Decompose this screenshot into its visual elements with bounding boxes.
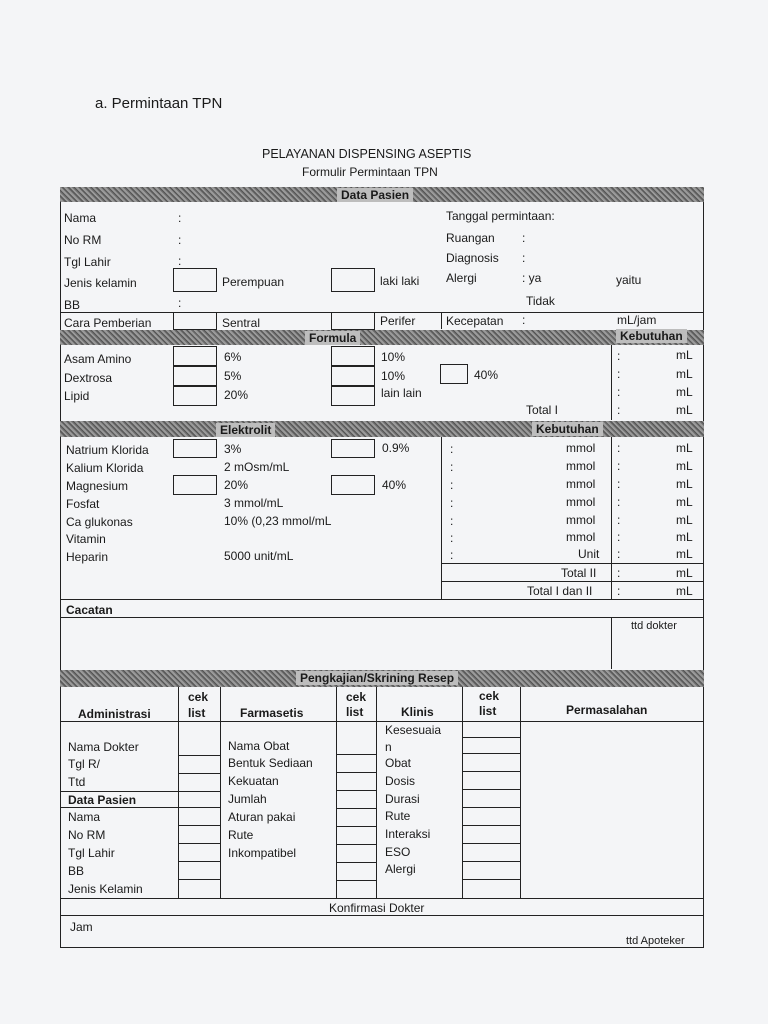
divider: [178, 687, 179, 898]
colon: :: [617, 367, 621, 381]
option-label: 6%: [224, 350, 242, 364]
colon: :: [522, 231, 526, 245]
colon: :: [178, 296, 182, 310]
divider: [462, 771, 521, 772]
klinis-item: Obat: [385, 756, 412, 770]
tgl-lahir-label: Tgl Lahir: [64, 255, 111, 269]
cara-label: Cara Pemberian: [64, 316, 152, 330]
option-label: 20%: [224, 388, 249, 402]
elektrolit-name: Heparin: [66, 550, 109, 564]
ruangan-label: Ruangan: [446, 231, 495, 245]
cek-header: cek: [479, 689, 500, 703]
perempuan-checkbox[interactable]: [173, 268, 217, 292]
option-label: 20%: [224, 478, 249, 492]
divider: [178, 879, 221, 880]
divider: [60, 312, 704, 313]
option-label: 3%: [224, 442, 242, 456]
total2-label: Total II: [561, 566, 597, 580]
kebutuhan-title: Kebutuhan: [616, 329, 687, 343]
laki-label: laki laki: [380, 274, 420, 288]
perifer-checkbox[interactable]: [331, 312, 375, 330]
divider: [441, 581, 704, 582]
divider: [336, 826, 377, 827]
colon: :: [617, 441, 621, 455]
admin-item: Nama Dokter: [68, 740, 139, 754]
jam-label: Jam: [70, 920, 93, 934]
magnesium-checkbox-2[interactable]: [331, 475, 375, 495]
divider: [336, 808, 377, 809]
divider: [336, 880, 377, 881]
doc-title: PELAYANAN DISPENSING ASEPTIS: [262, 147, 472, 161]
jenis-kelamin-label: Jenis kelamin: [64, 276, 137, 290]
nama-label: Nama: [64, 211, 97, 225]
formula-name: Dextrosa: [64, 371, 113, 385]
total12-label: Total I dan II: [527, 584, 593, 598]
unit-label: mL: [676, 495, 693, 509]
colon: :: [522, 251, 526, 265]
colon: :: [617, 530, 621, 544]
klinis-item: Rute: [385, 809, 411, 823]
colon: :: [450, 496, 454, 510]
unit-label: mL: [676, 348, 693, 362]
unit-label: mL: [676, 530, 693, 544]
colon: :: [617, 459, 621, 473]
option-label: 3 mmol/mL: [224, 496, 284, 510]
colon: :: [450, 548, 454, 562]
farmasetis-item: Kekuatan: [228, 774, 279, 788]
ttd-apoteker-label: ttd Apoteker: [626, 935, 685, 947]
divider: [611, 437, 612, 599]
ttd-dokter-label: ttd dokter: [631, 620, 677, 632]
elektrolit-name: Magnesium: [66, 479, 129, 493]
divider: [462, 861, 521, 862]
farmasetis-header: Farmasetis: [240, 706, 304, 720]
administrasi-header: Administrasi: [78, 707, 151, 721]
cek-header: cek: [346, 690, 367, 704]
farmasetis-item: Jumlah: [228, 792, 267, 806]
divider: [178, 843, 221, 844]
alergi-ya: : ya: [522, 271, 542, 285]
divider: [462, 807, 521, 808]
divider: [441, 312, 442, 329]
list-header: list: [188, 706, 206, 720]
unit-label: mL: [676, 584, 693, 598]
list-header: list: [479, 704, 497, 718]
colon: :: [450, 514, 454, 528]
doc-subtitle: Formulir Permintaan TPN: [302, 165, 438, 179]
data-pasien-subheader: Data Pasien: [68, 793, 137, 807]
divider: [336, 844, 377, 845]
divider: [336, 754, 377, 755]
colon: :: [617, 495, 621, 509]
farmasetis-item: Bentuk Sediaan: [228, 756, 313, 770]
perifer-label: Perifer: [380, 314, 416, 328]
cacatan-label: Cacatan: [66, 603, 113, 617]
unit-label: mL: [676, 403, 693, 417]
divider: [220, 687, 221, 898]
formula-title: Formula: [305, 331, 360, 345]
divider: [462, 687, 463, 898]
dextrosa-checkbox-3[interactable]: [440, 364, 468, 384]
formula-name: Asam Amino: [64, 352, 132, 366]
alergi-tidak: Tidak: [526, 294, 555, 308]
divider: [462, 737, 521, 738]
elektrolit-name: Fosfat: [66, 497, 100, 511]
frame-bottom: [60, 947, 704, 948]
unit-text: Unit: [578, 547, 600, 561]
divider: [178, 825, 221, 826]
page-heading: a. Permintaan TPN: [95, 95, 223, 112]
mmol-label: mmol: [566, 495, 596, 509]
frame-left: [60, 187, 61, 947]
admin-item: Ttd: [68, 775, 86, 789]
option-label: 40%: [474, 368, 499, 382]
divider: [60, 599, 704, 600]
divider: [520, 687, 521, 898]
admin-item: Tgl R/: [68, 757, 101, 771]
farmasetis-item: Aturan pakai: [228, 810, 296, 824]
colon: :: [522, 313, 526, 327]
list-header: list: [346, 705, 364, 719]
unit-label: mL: [676, 441, 693, 455]
unit-label: mL: [676, 566, 693, 580]
unit-label: mL: [676, 547, 693, 561]
divider: [60, 898, 704, 899]
option-label: 10%: [381, 350, 406, 364]
pasien-item: Nama: [68, 810, 101, 824]
dextrosa-checkbox-2[interactable]: [331, 366, 375, 386]
colon: :: [450, 531, 454, 545]
lipid-checkbox[interactable]: [173, 386, 217, 406]
divider: [336, 772, 377, 773]
perempuan-label: Perempuan: [222, 275, 285, 289]
mmol-label: mmol: [566, 513, 596, 527]
divider: [441, 563, 704, 564]
divider: [376, 687, 377, 898]
mmol-label: mmol: [566, 441, 596, 455]
divider: [336, 862, 377, 863]
pasien-item: BB: [68, 864, 85, 878]
mmol-label: mmol: [566, 477, 596, 491]
mmol-label: mmol: [566, 530, 596, 544]
natrium-checkbox-2[interactable]: [331, 439, 375, 458]
natrium-checkbox[interactable]: [173, 439, 217, 458]
asam-amino-checkbox-2[interactable]: [331, 346, 375, 366]
elektrolit-name: Natrium Klorida: [66, 443, 149, 457]
mmol-label: mmol: [566, 459, 596, 473]
colon: :: [617, 385, 621, 399]
pasien-item: No RM: [68, 828, 106, 842]
pasien-item: Jenis Kelamin: [68, 882, 143, 896]
sentral-checkbox[interactable]: [173, 312, 217, 330]
divider: [462, 843, 521, 844]
option-label: 5000 unit/mL: [224, 549, 294, 563]
colon: :: [450, 442, 454, 456]
colon: :: [617, 403, 621, 417]
divider: [178, 755, 221, 756]
divider: [462, 825, 521, 826]
alergi-label: Alergi: [446, 271, 477, 285]
option-label: 2 mOsm/mL: [224, 460, 290, 474]
unit-label: mL: [676, 459, 693, 473]
divider: [462, 753, 521, 754]
elektrolit-title: Elektrolit: [216, 423, 275, 437]
unit-label: mL: [676, 385, 693, 399]
option-label: lain lain: [381, 386, 422, 400]
option-label: 10%: [381, 369, 406, 383]
divider: [60, 791, 221, 792]
klinis-item: ESO: [385, 845, 411, 859]
klinis-item: Dosis: [385, 774, 416, 788]
divider: [611, 617, 612, 669]
colon: :: [617, 349, 621, 363]
divider: [611, 345, 612, 420]
option-label: 5%: [224, 369, 242, 383]
pengkajian-title: Pengkajian/Skrining Resep: [296, 671, 458, 685]
klinis-item: Durasi: [385, 792, 420, 806]
divider: [178, 773, 221, 774]
dextrosa-checkbox[interactable]: [173, 366, 217, 386]
divider: [462, 789, 521, 790]
divider: [60, 617, 704, 618]
lipid-checkbox-2[interactable]: [331, 386, 375, 406]
divider: [336, 687, 337, 898]
unit-label: mL: [676, 477, 693, 491]
cek-header: cek: [188, 690, 209, 704]
colon: :: [178, 211, 182, 225]
divider: [60, 807, 221, 808]
klinis-item: Interaksi: [385, 827, 431, 841]
colon: :: [450, 460, 454, 474]
option-label: 10% (0,23 mmol/mL: [224, 514, 332, 528]
asam-amino-checkbox[interactable]: [173, 346, 217, 366]
klinis-item: n: [385, 740, 392, 754]
farmasetis-item: Inkompatibel: [228, 846, 297, 860]
colon: :: [617, 513, 621, 527]
elektrolit-name: Kalium Klorida: [66, 461, 144, 475]
elektrolit-name: Vitamin: [66, 532, 106, 546]
colon: :: [450, 478, 454, 492]
formula-band: [60, 330, 704, 345]
kecepatan-label: Kecepatan: [446, 314, 504, 328]
total1-label: Total I: [526, 403, 559, 417]
elektrolit-name: Ca glukonas: [66, 515, 133, 529]
option-label: 40%: [382, 478, 407, 492]
divider: [60, 721, 704, 722]
farmasetis-item: Rute: [228, 828, 254, 842]
pasien-item: Tgl Lahir: [68, 846, 115, 860]
divider: [336, 790, 377, 791]
diagnosis-label: Diagnosis: [446, 251, 499, 265]
permasalahan-header: Permasalahan: [566, 703, 648, 717]
unit-label: mL: [676, 367, 693, 381]
tanggal-label: Tanggal permintaan:: [446, 209, 555, 223]
divider: [441, 437, 442, 599]
colon: :: [617, 547, 621, 561]
data-pasien-title: Data Pasien: [337, 188, 413, 202]
bb-label: BB: [64, 298, 81, 312]
klinis-item: Alergi: [385, 862, 416, 876]
unit-label: mL: [676, 513, 693, 527]
divider: [178, 861, 221, 862]
kebutuhan-title-2: Kebutuhan: [532, 422, 603, 436]
kecepatan-unit: mL/jam: [617, 313, 657, 327]
no-rm-label: No RM: [64, 233, 102, 247]
colon: :: [617, 477, 621, 491]
sentral-label: Sentral: [222, 316, 261, 330]
klinis-header: Klinis: [401, 705, 434, 719]
option-label: 0.9%: [382, 441, 410, 455]
colon: :: [617, 566, 621, 580]
konfirmasi-header: Konfirmasi Dokter: [329, 901, 425, 915]
colon: :: [617, 584, 621, 598]
klinis-item: Kesesuaia: [385, 723, 442, 737]
frame-right: [703, 187, 704, 947]
divider: [60, 915, 704, 916]
divider: [462, 879, 521, 880]
farmasetis-item: Nama Obat: [228, 739, 290, 753]
colon: :: [178, 233, 182, 247]
elektrolit-band: [60, 421, 704, 437]
alergi-yaitu: yaitu: [616, 273, 642, 287]
magnesium-checkbox[interactable]: [173, 475, 217, 495]
laki-checkbox[interactable]: [331, 268, 375, 292]
formula-name: Lipid: [64, 389, 90, 403]
colon: :: [178, 254, 182, 268]
